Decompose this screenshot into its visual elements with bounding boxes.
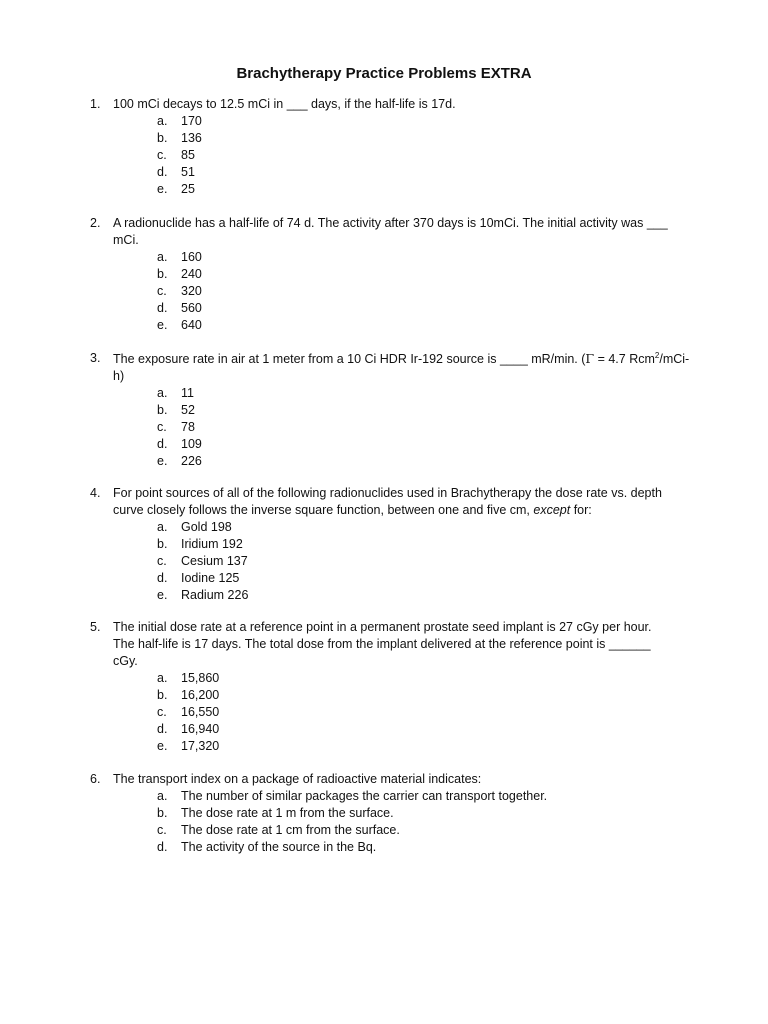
option-e <box>90 317 690 334</box>
option-text: 16,200 <box>181 688 220 702</box>
option-letter: e. <box>157 588 168 602</box>
question-stem <box>90 215 690 249</box>
option-text: 78 <box>181 420 195 434</box>
option-letter: a. <box>157 520 168 534</box>
option-a <box>90 113 690 130</box>
question-text-end: /mCi-h) <box>113 352 690 383</box>
options-list <box>90 670 690 755</box>
question-text-end: for: <box>570 503 592 517</box>
option-c <box>90 147 690 164</box>
option-text: 11 <box>181 386 194 400</box>
option-text: 560 <box>181 301 202 315</box>
option-c <box>90 553 690 570</box>
question-number: 2. <box>90 216 101 230</box>
option-text: Iodine 125 <box>181 571 240 585</box>
option-text: 52 <box>181 403 195 417</box>
option-letter: d. <box>157 840 168 854</box>
option-letter: c. <box>157 823 167 837</box>
option-d <box>90 164 690 181</box>
option-letter: a. <box>157 114 168 128</box>
option-text: 170 <box>181 114 202 128</box>
option-letter: e. <box>157 182 168 196</box>
option-letter: e. <box>157 739 168 753</box>
options-list <box>90 249 690 334</box>
option-text: 226 <box>181 454 202 468</box>
option-letter: d. <box>157 437 168 451</box>
question-number: 1. <box>90 97 101 111</box>
option-e <box>90 587 690 604</box>
options-list <box>90 113 690 198</box>
question-text-line: cGy. <box>113 654 138 668</box>
option-b <box>90 687 690 704</box>
superscript: 2 <box>654 350 660 360</box>
option-text: 16,940 <box>181 722 220 736</box>
question-text-cont: = 4.7 Rcm <box>594 352 655 366</box>
question-number: 4. <box>90 486 101 500</box>
option-letter: a. <box>157 789 168 803</box>
option-text: 25 <box>181 182 195 196</box>
question-text-line: The initial dose rate at a reference point in a permanent prostate seed implant is 27 cGy per hour. <box>113 620 652 634</box>
option-text: Radium 226 <box>181 588 249 602</box>
question-text: The transport index on a package of radioactive material indicates: <box>113 772 482 786</box>
option-letter: a. <box>157 250 168 264</box>
option-letter: b. <box>157 267 168 281</box>
option-text: 109 <box>181 437 202 451</box>
option-letter: c. <box>157 420 167 434</box>
option-text: The dose rate at 1 m from the surface. <box>181 806 394 820</box>
option-a <box>90 249 690 266</box>
option-b <box>90 130 690 147</box>
question-text: For point sources of all of the following radionuclides used in Brachytherapy the dose rate vs. depth curve closely follows the inverse square function, between one and five cm, <box>113 486 662 517</box>
option-text: 51 <box>181 165 195 179</box>
question-number: 6. <box>90 772 101 786</box>
options-list <box>90 385 690 470</box>
option-letter: c. <box>157 284 167 298</box>
option-letter: c. <box>157 554 167 568</box>
option-text: The dose rate at 1 cm from the surface. <box>181 823 400 837</box>
option-d <box>90 300 690 317</box>
question-stem <box>90 350 690 385</box>
option-letter: c. <box>157 705 167 719</box>
option-letter: e. <box>157 318 168 332</box>
option-a <box>90 670 690 687</box>
option-e <box>90 453 690 470</box>
option-c <box>90 704 690 721</box>
question-stem <box>90 619 690 670</box>
option-c <box>90 822 690 839</box>
option-text: 16,550 <box>181 705 220 719</box>
option-text: 240 <box>181 267 202 281</box>
option-letter: b. <box>157 403 168 417</box>
question-3 <box>90 350 690 470</box>
option-text: 160 <box>181 250 202 264</box>
option-letter: c. <box>157 148 167 162</box>
option-letter: d. <box>157 165 168 179</box>
option-d <box>90 721 690 738</box>
option-b <box>90 266 690 283</box>
option-b <box>90 536 690 553</box>
question-stem <box>90 485 690 519</box>
question-2 <box>90 215 690 334</box>
option-letter: e. <box>157 454 168 468</box>
option-letter: d. <box>157 301 168 315</box>
question-text-line: The half-life is 17 days. The total dose from the implant delivered at the reference point is ______ <box>113 637 651 651</box>
question-6 <box>90 771 690 856</box>
options-list <box>90 519 690 604</box>
question-1 <box>90 96 690 198</box>
option-a <box>90 519 690 536</box>
option-text: 136 <box>181 131 202 145</box>
question-text: 100 mCi decays to 12.5 mCi in ___ days, if the half-life is 17d. <box>113 97 456 111</box>
question-text: The exposure rate in air at 1 meter from a 10 Ci HDR Ir-192 source is ____ mR/min. ( <box>113 352 586 366</box>
option-text: Gold 198 <box>181 520 232 534</box>
question-5 <box>90 619 690 755</box>
option-letter: a. <box>157 671 168 685</box>
option-text: The activity of the source in the Bq. <box>181 840 377 854</box>
question-text: A radionuclide has a half-life of 74 d. The activity after 370 days is 10mCi. The initial activity was ___ mCi. <box>113 216 668 247</box>
option-text: Cesium 137 <box>181 554 248 568</box>
option-letter: b. <box>157 537 168 551</box>
question-stem <box>90 96 690 113</box>
option-a <box>90 385 690 402</box>
option-text: The number of similar packages the carrier can transport together. <box>181 789 548 803</box>
option-letter: b. <box>157 131 168 145</box>
option-d <box>90 839 690 856</box>
option-text: 320 <box>181 284 202 298</box>
page-title: Brachytherapy Practice Problems EXTRA <box>236 65 532 82</box>
option-text: 17,320 <box>181 739 220 753</box>
option-d <box>90 570 690 587</box>
option-c <box>90 283 690 300</box>
option-letter: b. <box>157 688 168 702</box>
option-c <box>90 419 690 436</box>
option-b <box>90 805 690 822</box>
option-letter: a. <box>157 386 168 400</box>
options-list <box>90 788 690 856</box>
option-e <box>90 738 690 755</box>
question-number: 3. <box>90 351 101 365</box>
option-text: 640 <box>181 318 202 332</box>
option-b <box>90 402 690 419</box>
option-text: Iridium 192 <box>181 537 243 551</box>
option-d <box>90 436 690 453</box>
emphasis-text: except <box>533 503 571 517</box>
question-4 <box>90 485 690 604</box>
question-number: 5. <box>90 620 101 634</box>
option-letter: b. <box>157 806 168 820</box>
option-text: 15,860 <box>181 671 220 685</box>
option-e <box>90 181 690 198</box>
gamma-symbol: Γ <box>585 351 595 366</box>
option-letter: d. <box>157 722 168 736</box>
option-text: 85 <box>181 148 195 162</box>
option-letter: d. <box>157 571 168 585</box>
option-a <box>90 788 690 805</box>
question-stem <box>90 771 690 788</box>
